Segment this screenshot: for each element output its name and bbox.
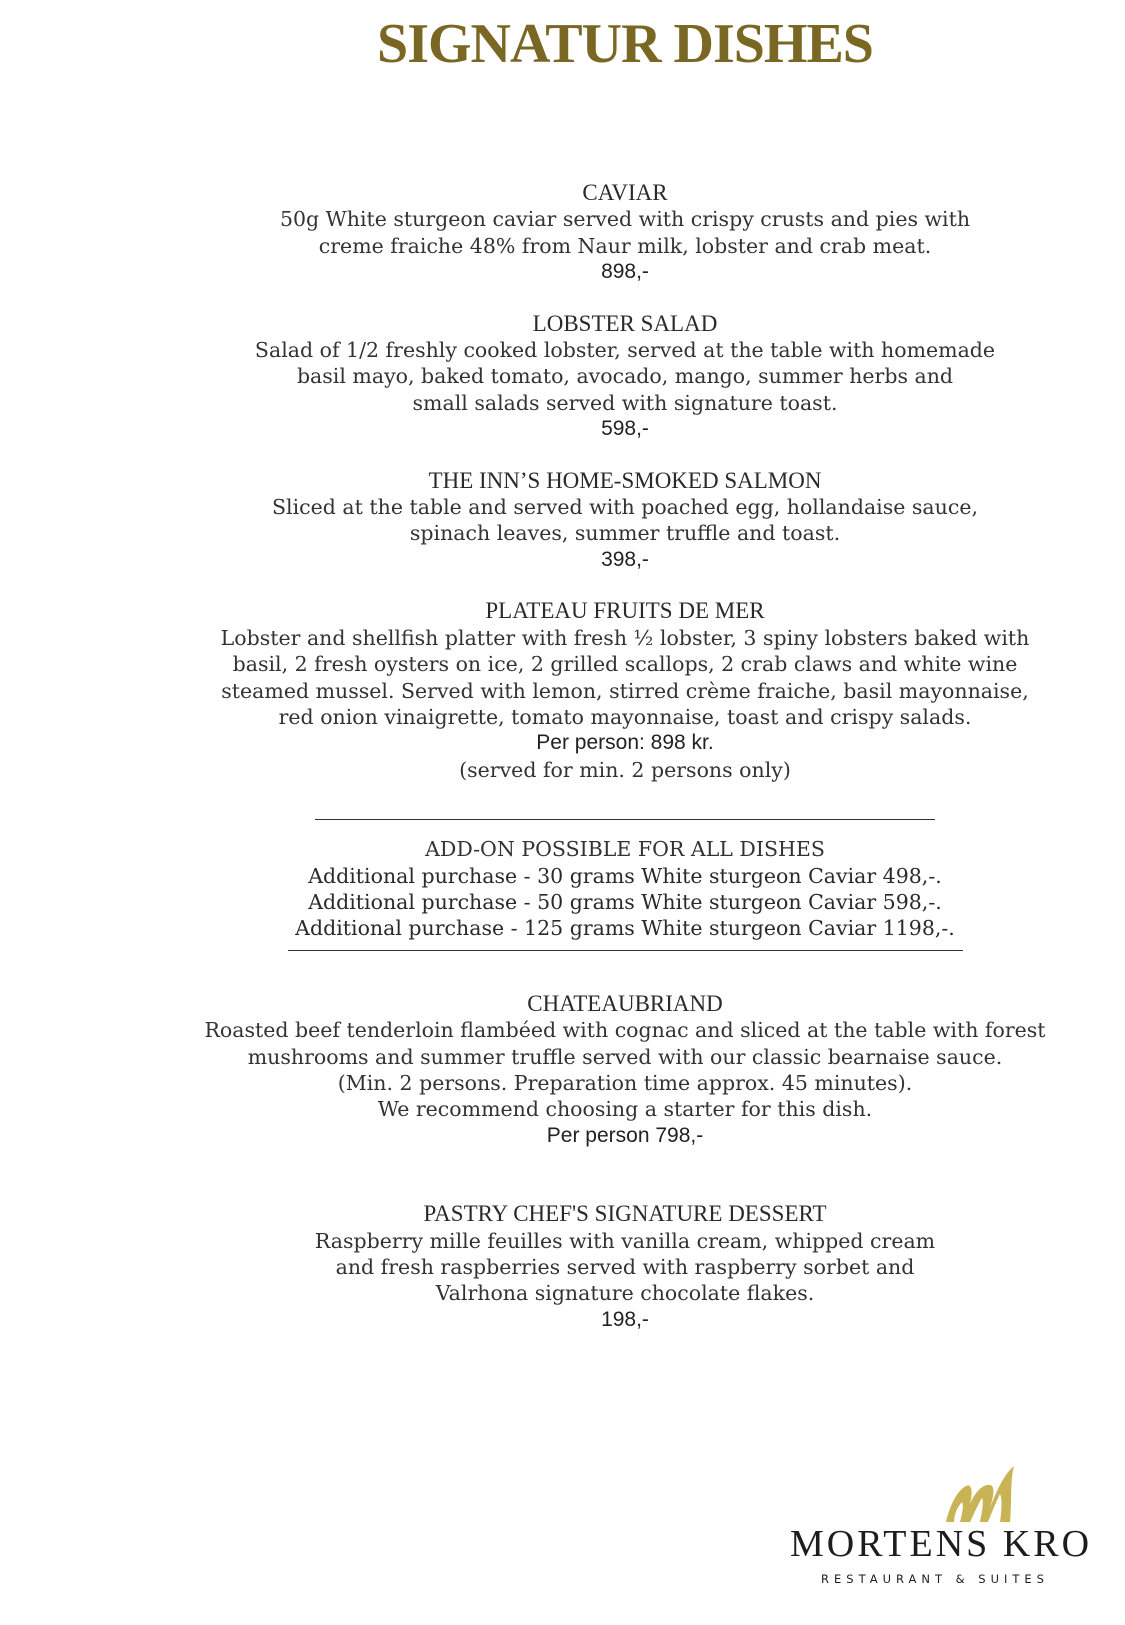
dish-name: PLATEAU FRUITS DE MER bbox=[485, 598, 765, 624]
dish-description bbox=[150, 625, 1100, 731]
logo-subtitle: RESTAURANT & SUITES bbox=[821, 1572, 1049, 1586]
dish-description bbox=[150, 1017, 1100, 1123]
logo-wordmark: MORTENS KRO bbox=[790, 1523, 1093, 1565]
dish-name: THE INN’S HOME-SMOKED SALMON bbox=[428, 467, 822, 493]
logo-m-mark-icon bbox=[940, 1460, 1020, 1530]
brand-logo bbox=[790, 1460, 1093, 1590]
description-line: mushrooms and summer truffle served with our classic bearnaise sauce. bbox=[247, 1044, 1003, 1069]
description-line: steamed mussel. Served with lemon, stirred crème fraiche, basil mayonnaise, bbox=[221, 678, 1029, 703]
description-line: basil mayo, baked tomato, avocado, mango, summer herbs and bbox=[296, 364, 954, 389]
description-line: We recommend choosing a starter for this dish. bbox=[377, 1097, 873, 1122]
dish-description bbox=[150, 1228, 1100, 1307]
dish-note: (served for min. 2 persons only) bbox=[459, 757, 791, 782]
divider-top bbox=[315, 819, 935, 820]
addon-line: Additional purchase - 125 grams White sturgeon Caviar 1198,-. bbox=[295, 916, 955, 941]
dish-name: LOBSTER SALAD bbox=[532, 310, 718, 336]
dish-description bbox=[150, 337, 1100, 416]
menu bbox=[150, 180, 1100, 1358]
dish-signature-dessert bbox=[150, 1201, 1100, 1333]
description-line: basil, 2 fresh oysters on ice, 2 grilled scallops, 2 crab claws and white wine bbox=[232, 652, 1018, 677]
dish-price: Per person 798,- bbox=[546, 1123, 704, 1147]
dish-price: 398,- bbox=[601, 547, 649, 571]
description-line: Raspberry mille feuilles with vanilla cream, whipped cream bbox=[314, 1228, 936, 1253]
addon-title: ADD-ON POSSIBLE FOR ALL DISHES bbox=[425, 837, 825, 862]
dish-price: 898,- bbox=[601, 260, 649, 284]
dish-price: Per person: 898 kr. bbox=[536, 731, 714, 755]
description-line: 50g White sturgeon caviar served with crispy crusts and pies with bbox=[279, 207, 971, 232]
description-line: Valrhona signature chocolate flakes. bbox=[435, 1281, 815, 1306]
divider-bottom bbox=[288, 950, 963, 951]
dish-plateau-fruits-de-mer bbox=[150, 598, 1100, 783]
dish-caviar bbox=[150, 180, 1100, 286]
dish-name: PASTRY CHEF'S SIGNATURE DESSERT bbox=[423, 1201, 827, 1227]
description-line: red onion vinaigrette, tomato mayonnaise, toast and crispy salads. bbox=[278, 704, 972, 729]
addon-line: Additional purchase - 30 grams White sturgeon Caviar 498,-. bbox=[308, 863, 942, 888]
addon-section bbox=[150, 836, 1100, 951]
dish-description bbox=[150, 206, 1100, 259]
addon-line: Additional purchase - 50 grams White sturgeon Caviar 598,-. bbox=[308, 889, 942, 914]
description-line: Roasted beef tenderloin flambéed with cognac and sliced at the table with forest bbox=[204, 1018, 1046, 1043]
page-title: SIGNATUR DISHES bbox=[377, 13, 873, 75]
description-line: Salad of 1/2 freshly cooked lobster, served at the table with homemade bbox=[254, 338, 996, 363]
dish-price: 198,- bbox=[601, 1307, 649, 1331]
dish-name: CHATEAUBRIAND bbox=[527, 990, 723, 1016]
description-line: (Min. 2 persons. Preparation time approx. 45 minutes). bbox=[337, 1070, 913, 1095]
dish-name: CAVIAR bbox=[582, 180, 668, 205]
dish-chateaubriand bbox=[150, 991, 1100, 1149]
description-line: Lobster and shellfish platter with fresh ½ lobster, 3 spiny lobsters baked with bbox=[220, 625, 1030, 650]
dish-description bbox=[150, 494, 1100, 547]
description-line: creme fraiche 48% from Naur milk, lobster and crab meat. bbox=[318, 233, 932, 258]
dish-smoked-salmon bbox=[150, 468, 1100, 574]
dish-price: 598,- bbox=[601, 417, 649, 441]
description-line: and fresh raspberries served with raspberry sorbet and bbox=[335, 1255, 915, 1279]
description-line: Sliced at the table and served with poached egg, hollandaise sauce, bbox=[272, 495, 978, 520]
description-line: spinach leaves, summer truffle and toast. bbox=[409, 521, 841, 546]
dish-lobster-salad bbox=[150, 311, 1100, 443]
description-line: small salads served with signature toast. bbox=[412, 390, 838, 415]
